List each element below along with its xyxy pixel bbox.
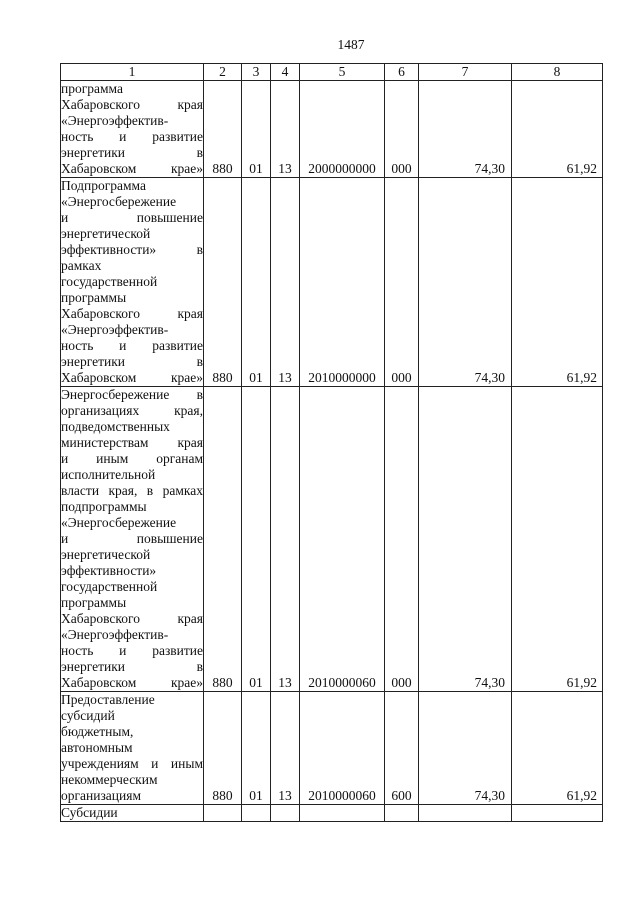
- page-number: 1487: [337, 37, 365, 52]
- col-4-cell: 13: [271, 178, 300, 387]
- col-5-cell: [300, 805, 385, 822]
- row-name-line: ность и развитие: [61, 129, 203, 144]
- table-header-row: [61, 64, 603, 81]
- row-name-line: и повышение: [61, 210, 203, 225]
- table-row: [61, 805, 603, 822]
- col-5-cell: 2010000060: [300, 387, 385, 692]
- col-5-cell: 2010000000: [300, 178, 385, 387]
- row-name-line: Подпрограмма: [61, 178, 146, 193]
- row-name-line: «Энергосбережение: [61, 515, 177, 530]
- col-3-cell: 01: [242, 178, 271, 387]
- col-6-cell: 000: [385, 81, 419, 178]
- col-3-cell: 01: [242, 81, 271, 178]
- row-name-line: эффективности» в: [61, 242, 203, 257]
- row-name-line: и повышение: [61, 531, 203, 546]
- row-name-line: ность и развитие: [61, 338, 203, 353]
- col-8-cell: 61,92: [512, 692, 603, 805]
- col-3-cell: 01: [242, 387, 271, 692]
- row-name-line: и иным органам: [61, 451, 203, 466]
- col-7-cell: 74,30: [419, 81, 512, 178]
- col-7-cell: 74,30: [419, 178, 512, 387]
- header-cell-col-8: 8: [512, 64, 603, 81]
- row-name-line: Хабаровского края: [61, 611, 203, 626]
- row-name-line: «Энергоэффектив-: [61, 627, 169, 642]
- row-name-line: подпрограммы: [61, 499, 147, 514]
- budget-table: [60, 63, 603, 822]
- col-8-cell: 61,92: [512, 178, 603, 387]
- row-name-cell: [61, 692, 204, 805]
- header-cell-col-6: 6: [385, 64, 419, 81]
- row-name-line: рамках: [61, 258, 102, 273]
- row-name-line: программы: [61, 595, 127, 610]
- header-cell-col-2: 2: [204, 64, 242, 81]
- col-8-cell: [512, 805, 603, 822]
- col-2-cell: [204, 805, 242, 822]
- row-name-line: Энергосбережение в: [61, 387, 203, 402]
- col-2-cell: 880: [204, 387, 242, 692]
- header-cell-col-7: 7: [419, 64, 512, 81]
- col-7-cell: 74,30: [419, 692, 512, 805]
- row-name-line: государственной: [61, 579, 158, 594]
- col-5-cell: 2010000060: [300, 692, 385, 805]
- row-name-line: ность и развитие: [61, 643, 203, 658]
- col-4-cell: [271, 805, 300, 822]
- col-7-cell: [419, 805, 512, 822]
- row-name-line: энергетики в: [61, 659, 203, 674]
- table-row: [61, 692, 603, 805]
- row-name-line: эффективности»: [61, 563, 157, 578]
- header-cell-col-1: 1: [61, 64, 204, 81]
- row-name-line: Хабаровском крае»: [61, 161, 203, 176]
- col-8-cell: 61,92: [512, 81, 603, 178]
- col-6-cell: [385, 805, 419, 822]
- row-name-line: Хабаровском крае»: [61, 370, 203, 385]
- row-name-line: Предоставление: [61, 692, 155, 707]
- row-name-cell: [61, 805, 204, 822]
- row-name-line: Хабаровском крае»: [61, 675, 203, 690]
- row-name-line: подведомственных: [61, 419, 170, 434]
- col-4-cell: 13: [271, 692, 300, 805]
- row-name-line: некоммерческим: [61, 772, 158, 787]
- row-name-line: энергетики в: [61, 145, 203, 160]
- row-name-line: власти края, в рамках: [61, 483, 203, 498]
- col-7-cell: 74,30: [419, 387, 512, 692]
- table-row: [61, 81, 603, 178]
- table-row: [61, 387, 603, 692]
- row-name-line: энергетики в: [61, 354, 203, 369]
- col-2-cell: 880: [204, 692, 242, 805]
- header-cell-col-5: 5: [300, 64, 385, 81]
- row-name-cell: [61, 81, 204, 178]
- row-name-line: Субсидии: [61, 805, 118, 820]
- col-6-cell: 600: [385, 692, 419, 805]
- col-2-cell: 880: [204, 81, 242, 178]
- row-name-line: Хабаровского края: [61, 97, 203, 112]
- col-6-cell: 000: [385, 178, 419, 387]
- table-row: [61, 178, 603, 387]
- col-5-cell: 2000000000: [300, 81, 385, 178]
- row-name-line: энергетической: [61, 226, 151, 241]
- row-name-cell: [61, 178, 204, 387]
- col-4-cell: 13: [271, 387, 300, 692]
- row-name-line: организациям: [61, 788, 142, 803]
- header-cell-col-4: 4: [271, 64, 300, 81]
- row-name-line: бюджетным,: [61, 724, 134, 739]
- row-name-line: программы: [61, 290, 127, 305]
- col-3-cell: 01: [242, 692, 271, 805]
- row-name-line: «Энергоэффектив-: [61, 113, 169, 128]
- row-name-line: субсидий: [61, 708, 115, 723]
- budget-table-body: [61, 81, 603, 822]
- col-3-cell: [242, 805, 271, 822]
- row-name-line: «Энергоэффектив-: [61, 322, 169, 337]
- row-name-line: исполнительной: [61, 467, 156, 482]
- header-cell-col-3: 3: [242, 64, 271, 81]
- row-name-line: государственной: [61, 274, 158, 289]
- row-name-line: энергетической: [61, 547, 151, 562]
- row-name-line: министерствам края: [61, 435, 203, 450]
- row-name-line: автономным: [61, 740, 133, 755]
- row-name-line: Хабаровского края: [61, 306, 203, 321]
- col-4-cell: 13: [271, 81, 300, 178]
- col-2-cell: 880: [204, 178, 242, 387]
- row-name-line: организациях края,: [61, 403, 203, 418]
- row-name-line: учреждениям и иным: [61, 756, 203, 771]
- row-name-line: программа: [61, 81, 123, 96]
- row-name-line: «Энергосбережение: [61, 194, 177, 209]
- row-name-cell: [61, 387, 204, 692]
- col-8-cell: 61,92: [512, 387, 603, 692]
- col-6-cell: 000: [385, 387, 419, 692]
